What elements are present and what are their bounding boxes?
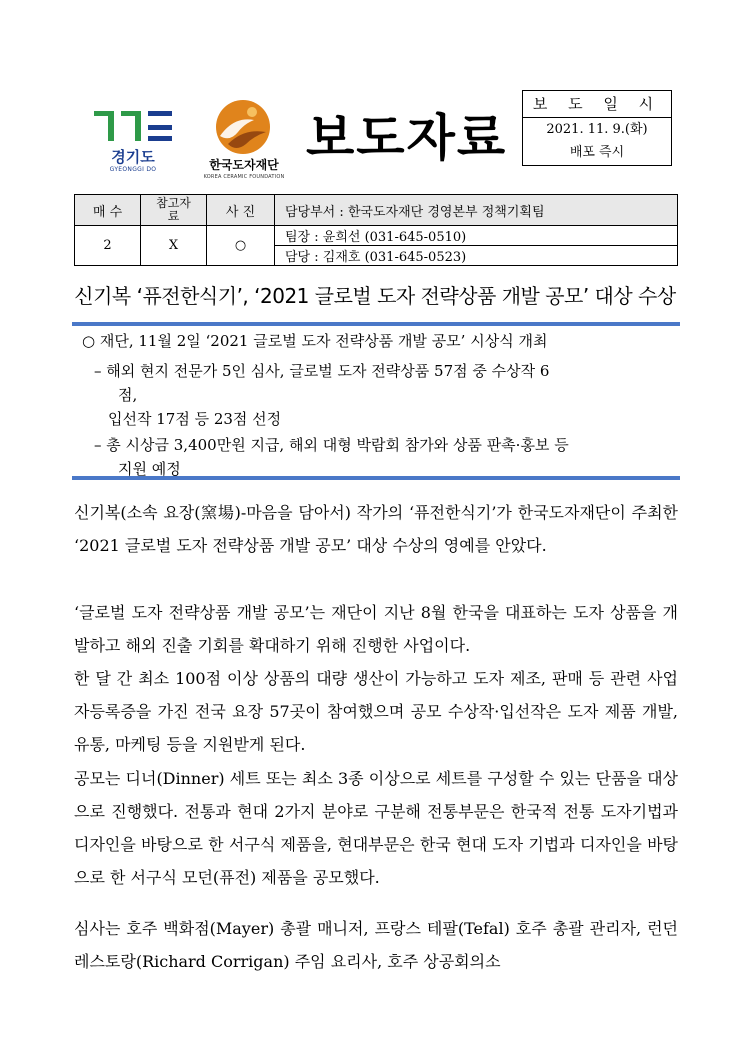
press-release-title: 보도자료 [306, 108, 508, 167]
gyeonggi-logo-mark [92, 108, 174, 148]
gyeonggi-logo-text: 경기도 [111, 148, 155, 166]
release-date-box [522, 90, 672, 166]
body-paragraph-2: ‘글로벌 도자 전략상품 개발 공모’는 재단이 지난 8월 한국을 대표하는 도자 상품을 개발하고 해외 진출 기회를 확대하기 위해 진행한 사업이다. [74, 603, 678, 655]
summary-bullet-2-line-2: 지원 예정 [118, 460, 181, 478]
release-date-heading: 보 도 일 시 [523, 91, 671, 118]
release-timing: 배포 즉시 [569, 145, 625, 160]
gyeonggi-logo [92, 108, 174, 176]
info-table [74, 194, 678, 266]
summary-bullet-2-line-1: – 총 시상금 3,400만원 지급, 해외 대형 박람회 참가와 상품 판촉·홍보 등 [94, 436, 569, 454]
references-value: X [141, 226, 207, 266]
foundation-logo-subtext: KOREA CERAMIC FOUNDATION [203, 174, 285, 180]
summary-bullet-1-line-3: 입선작 17점 등 23점 선정 [108, 410, 282, 428]
photos-value: ○ [207, 226, 275, 266]
summary-main: ○ 재단, 11월 2일 ‘2021 글로벌 도자 전략상품 개발 공모’ 시상식 개최 [82, 332, 548, 350]
gyeonggi-logo-subtext: GYEONGGI DO [109, 166, 157, 173]
body-paragraph-4: 공모는 디너(Dinner) 세트 또는 최소 3종 이상으로 세트를 구성할 수 있는 단품을 대상으로 진행했다. 전통과 현대 2가지 분야로 구분해 전통부문은 한국적 전통 도자기법과 디자인을 바탕으로 한 서구식 제품을, 현대부문은 한국 현대 도자 기법과 디자인을 바탕으로 한 서구식 모던(퓨전) 제품을 공모했다. [74, 769, 678, 887]
body-paragraph-5: 심사는 호주 백화점(Mayer) 총괄 매니저, 프랑스 테팔(Tefal) 호주 총괄 관리자, 런던 레스토랑(Richard Corrigan) 주임 요리사, 호주 상공회의소 [74, 919, 678, 971]
pages-value: 2 [75, 226, 141, 266]
contact-team-lead: 팀장 : 윤희선 (031-645-0510) [275, 226, 678, 246]
references-header-text: 참고자료 [156, 196, 191, 223]
body-paragraph-3: 한 달 간 최소 100점 이상 상품의 대량 생산이 가능하고 도자 제조, 판매 등 관련 사업자등록증을 가진 전국 요장 57곳이 참여했으며 공모 수상작·입선작은 도자 제품 개발, 유통, 마케팅 등을 지원받게 된다. [74, 669, 678, 754]
foundation-logo-text: 한국도자재단 [209, 158, 279, 172]
info-table-value-row [75, 226, 678, 246]
foundation-logo [198, 98, 290, 184]
summary-bullet-1-line-2: 점, [118, 386, 138, 404]
info-table-header-row [75, 195, 678, 226]
photos-header: 사 진 [207, 195, 275, 226]
summary-box [72, 322, 680, 480]
summary-bullet-1-line-1: – 해외 현지 전문가 5인 심사, 글로벌 도자 전략상품 57점 중 수상작 6 [94, 362, 550, 380]
foundation-logo-mark [214, 98, 272, 156]
references-header [141, 195, 207, 226]
pages-header: 매 수 [75, 195, 141, 226]
contact-staff: 담당 : 김재호 (031-645-0523) [275, 246, 678, 266]
body-paragraph-1: 신기복(소속 요장(窯場)-마음을 담아서) 작가의 ‘퓨전한식기’가 한국도자재단이 주최한 ‘2021 글로벌 도자 전략상품 개발 공모’ 대상 수상의 영예를 안았다. [74, 503, 678, 555]
department-header: 담당부서 : 한국도자재단 경영본부 정책기획팀 [275, 195, 678, 226]
headline: 신기복 ‘퓨전한식기’, ‘2021 글로벌 도자 전략상품 개발 공모’ 대상 수상 [74, 284, 676, 308]
release-date: 2021. 11. 9.(화) [546, 122, 648, 137]
